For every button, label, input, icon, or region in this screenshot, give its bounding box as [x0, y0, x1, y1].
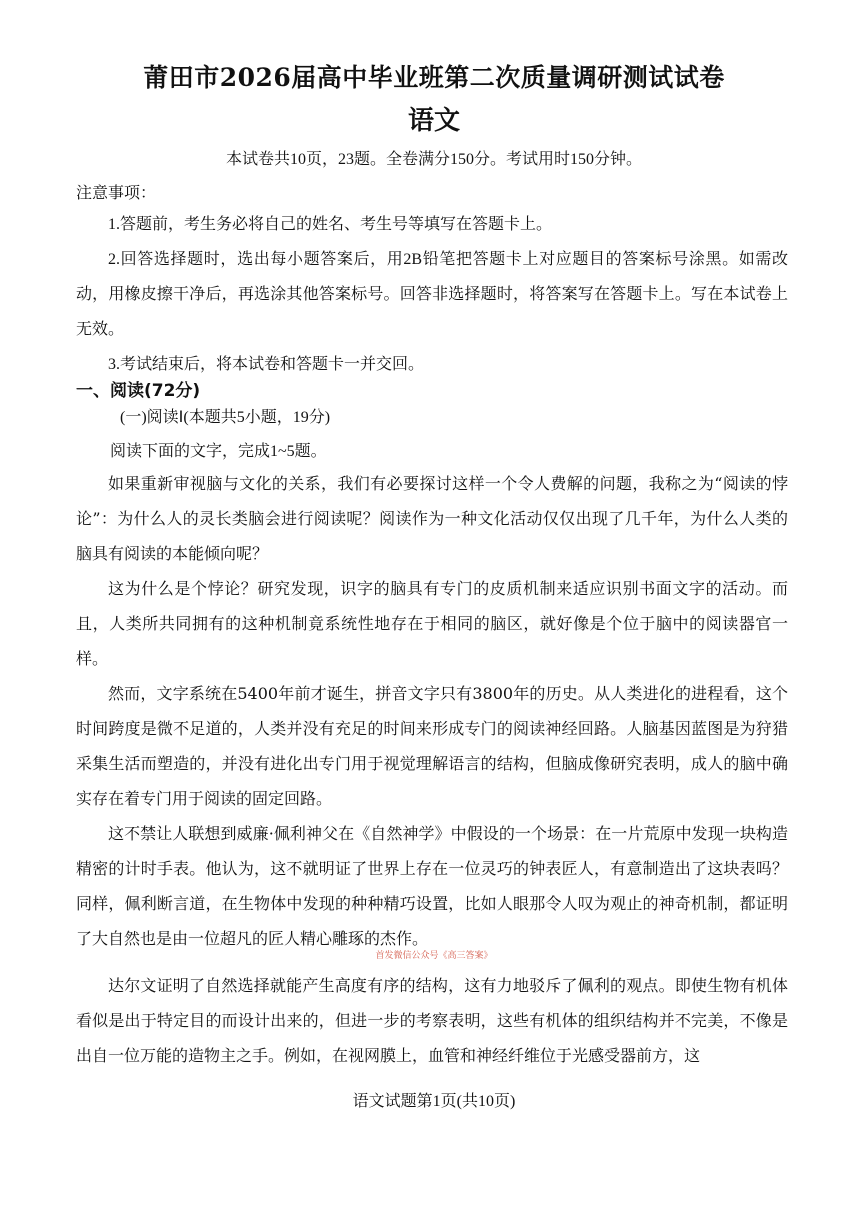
passage-paragraph-2: 这为什么是个悖论？研究发现，识字的脑具有专门的皮质机制来适应识别书面文字的活动。而且，人类所共同拥有的这种机制竟系统性地存在于相同的脑区，就好像是个位于脑中的阅读器官一样。	[76, 579, 788, 668]
notice-item-1: 1.答题前，考生务必将自己的姓名、考生号等填写在答题卡上。	[108, 216, 553, 233]
passage-paragraph-3: 然而，文字系统在5400年前才诞生，拼音文字只有3800年的历史。从人类进化的进程看，这个时间跨度是微不足道的，人类并没有充足的时间来形成专门的阅读神经回路。人脑基因蓝图是为狩猎采集生活而塑造的，并没有进化出专门用于视觉理解语言的结构，但脑成像研究表明，成人的脑中确实存在着专门用于阅读的固定回路。	[76, 684, 788, 808]
notice-list	[76, 207, 788, 382]
notice-item-2: 2.回答选择题时，选出每小题答案后，用2B铅笔把答题卡上对应题目的答案标号涂黑。如需改动，用橡皮擦干净后，再选涂其他答案标号。回答非选择题时，将答案写在答题卡上。写在本试卷上无效。	[76, 251, 788, 338]
page-footer: 语文试题第1页(共10页)	[352, 1093, 516, 1110]
section-heading: 一、阅读(72分)	[76, 381, 201, 401]
notice-item-3: 3.考试结束后，将本试卷和答题卡一并交回。	[108, 356, 425, 373]
exam-intro: 本试卷共10页，23题。全卷满分150分。考试用时150分钟。	[225, 151, 642, 168]
subject-title: 语文	[407, 106, 460, 136]
passage-paragraph-1: 如果重新审视脑与文化的关系，我们有必要探讨这样一个令人费解的问题，我称之为“阅读的悖论”：为什么人的灵长类脑会进行阅读呢？阅读作为一种文化活动仅仅出现了几千年，为什么人类的脑具有阅读的本能倾向呢？	[76, 474, 788, 563]
exam-title: 莆田市2026届高中毕业班第二次质量调研测试试卷	[143, 63, 725, 92]
passage-paragraph-5: 达尔文证明了自然选择就能产生高度有序的结构，这有力地驳斥了佩利的观点。即使生物有机体看似是出于特定目的而设计出来的，但进一步的考察表明，这些有机体的组织结构并不完美，不像是出自一位万能的造物主之手。例如，在视网膜上，血管和神经纤维位于光感受器前方，这	[76, 976, 788, 1065]
watermark: 首发微信公众号《高三答案》	[375, 951, 493, 961]
reading-passage	[76, 466, 788, 1073]
subsection-heading: (一)阅读Ⅰ(本题共5小题，19分)	[120, 409, 331, 426]
question-instruction: 阅读下面的文字，完成1~5题。	[110, 443, 327, 460]
notice-heading: 注意事项：	[76, 185, 157, 202]
passage-paragraph-4: 这不禁让人联想到威廉·佩利神父在《自然神学》中假设的一个场景：在一片荒原中发现一块构造精密的计时手表。他认为，这不就明证了世界上存在一位灵巧的钟表匠人，有意制造出了这块表吗？同样，佩利断言道，在生物体中发现的种种精巧设置，比如人眼那令人叹为观止的神奇机制，都证明了大自然也是由一位超凡的匠人精心雕琢的杰作。	[76, 824, 788, 948]
